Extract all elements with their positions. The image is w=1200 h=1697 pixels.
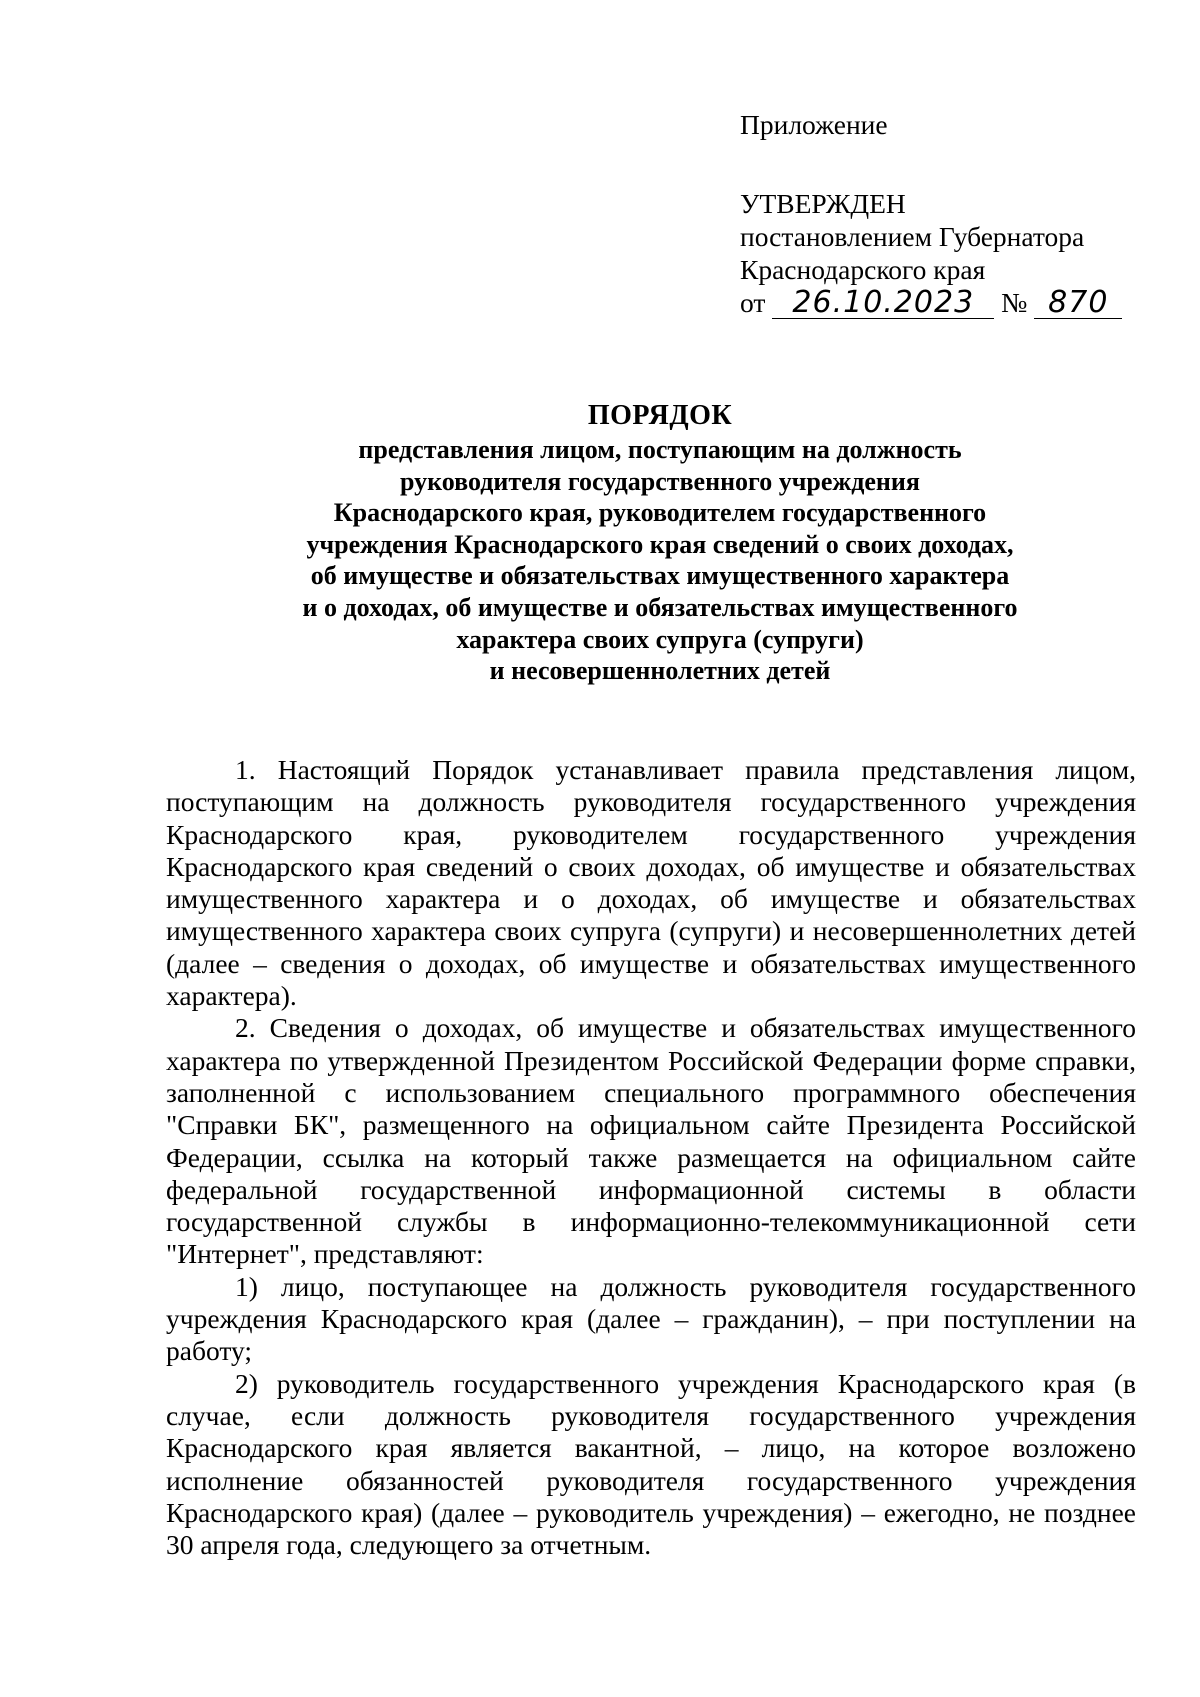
document-title <box>160 398 1160 687</box>
number-prefix: № <box>1001 287 1028 318</box>
annex-label: Приложение <box>740 109 888 140</box>
approved-label: УТВЕРЖДЕН <box>740 188 906 219</box>
handwritten-number: 870 <box>1034 288 1122 319</box>
title-line: характера своих супруга (супруги) <box>456 624 864 654</box>
title-line: об имуществе и обязательствах имущественного характера <box>310 561 1010 591</box>
date-prefix: от <box>740 287 766 318</box>
title-line: представления лицом, поступающим на должность <box>358 435 962 464</box>
title-line: учреждения Краснодарского края сведений о своих доходах, <box>306 529 1014 559</box>
handwritten-date: 26.10.2023 <box>772 288 994 319</box>
paragraph: 2. Сведения о доходах, об имуществе и обязательствах имущественного характера по утвержденной Президентом Российской Федерации форме справки, заполненной с использованием специального программного обеспечения "Справки БК", размещенного на официальном сайте Президента Российской Федерации, ссылка на который также размещается на официальном сайте федеральной государственной информационной системы в области государственной службы в информационно-телекоммуникационной сети "Интернет", представляют: <box>166 1012 1136 1270</box>
approved-by-line-1: постановлением Губернатора <box>740 221 1085 252</box>
paragraph: 2) руководитель государственного учреждения Краснодарского края (в случае, если должность руководителя государственного учреждения Краснодарского края является вакантной, – лицо, на которое возложено исполнение обязанностей руководителя государственного учреждения Краснодарского края) (далее – руководитель учреждения) – ежегодно, не позднее 30 апреля года, следующего за отчетным. <box>166 1367 1136 1561</box>
title-line: и несовершеннолетних детей <box>489 656 831 686</box>
title-heading: ПОРЯДОК <box>587 400 733 431</box>
title-line: Краснодарского края, руководителем государственного <box>333 498 987 528</box>
date-number-line <box>740 286 1122 319</box>
approval-block <box>740 108 1122 319</box>
paragraph: 1. Настоящий Порядок устанавливает правила представления лицом, поступающим на должность руководителя государственного учреждения Краснодарского края, руководителем государственного учреждения Краснодарского края сведений о своих доходах, об имуществе и обязательствах имущественного характера и о доходах, об имуществе и обязательствах имущественного характера своих супруга (супруги) и несовершеннолетних детей (далее – сведения о доходах, об имуществе и обязательствах имущественного характера). <box>166 754 1136 1012</box>
approved-by-line-2: Краснодарского края <box>740 254 986 285</box>
title-line: руководителя государственного учреждения <box>400 466 920 496</box>
paragraph: 1) лицо, поступающее на должность руководителя государственного учреждения Краснодарского края (далее – гражданин), – при поступлении на работу; <box>166 1270 1136 1367</box>
document-body <box>166 754 1136 1561</box>
title-line: и о доходах, об имуществе и обязательствах имущественного <box>302 592 1018 622</box>
